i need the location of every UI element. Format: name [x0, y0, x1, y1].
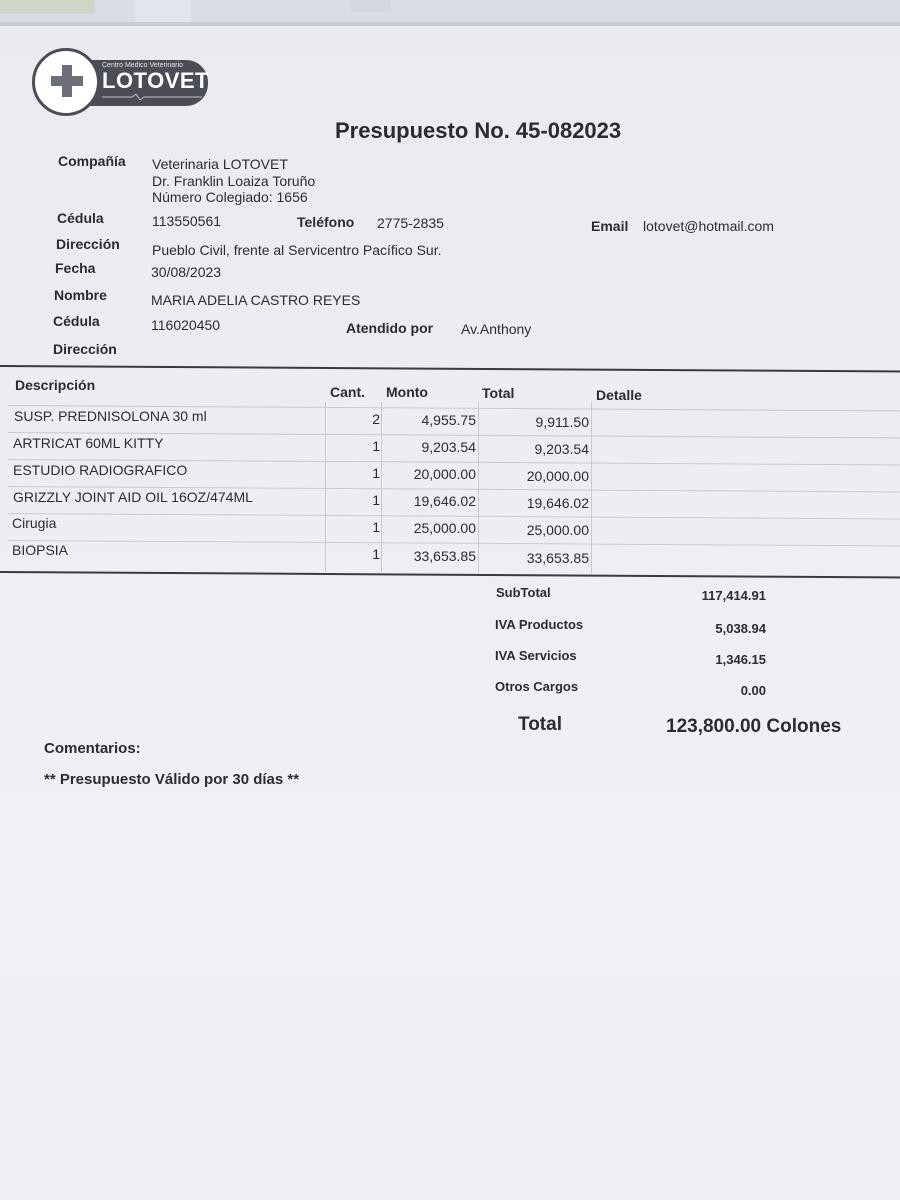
table-row-5-monto: 25,000.00 — [413, 520, 476, 536]
table-row-5-cant: 1 — [372, 519, 380, 535]
table-row-5-total: 25,000.00 — [526, 522, 589, 538]
comments-text: ** Presupuesto Válido por 30 días ** — [44, 771, 300, 788]
direccion-label: Dirección — [56, 236, 120, 252]
company-line-2: Dr. Franklin Loaiza Toruño — [152, 173, 316, 189]
iva-productos-value: 5,038.94 — [715, 621, 766, 636]
email-label: Email — [591, 218, 629, 234]
fecha-value: 30/08/2023 — [151, 264, 222, 280]
grid-hline — [8, 513, 900, 519]
subtotal-value: 117,414.91 — [701, 588, 766, 603]
table-row-1-monto: 4,955.75 — [421, 412, 476, 428]
paper-edge — [0, 22, 900, 26]
lotovet-logo — [32, 48, 208, 114]
atendido-value: Av.Anthony — [461, 321, 532, 337]
table-row-4-total: 19,646.02 — [526, 495, 589, 511]
telefono-label: Teléfono — [297, 214, 355, 230]
company-line-3: Número Colegiado: 1656 — [152, 189, 308, 205]
table-row-6-desc: BIOPSIA — [12, 542, 69, 558]
otros-cargos-label: Otros Cargos — [495, 679, 579, 694]
comments-label: Comentarios: — [44, 740, 141, 757]
table-row-5-desc: Cirugia — [12, 515, 57, 531]
table-row-4-desc: GRIZZLY JOINT AID OIL 16OZ/474ML — [13, 489, 253, 505]
table-row-3-desc: ESTUDIO RADIOGRAFICO — [13, 462, 188, 478]
nombre-label: Nombre — [54, 287, 107, 303]
table-row-1-total: 9,911.50 — [535, 414, 589, 430]
email-value: lotovet@hotmail.com — [643, 218, 774, 234]
grid-vline — [381, 402, 382, 572]
table-row-6-cant: 1 — [372, 546, 380, 562]
grid-vline — [591, 402, 592, 574]
iva-productos-label: IVA Productos — [495, 617, 584, 632]
table-row-2-total: 9,203.54 — [534, 441, 589, 457]
atendido-label: Atendido por — [346, 320, 434, 336]
table-row-6-monto: 33,653.85 — [413, 548, 476, 564]
company-label: Compañía — [58, 153, 126, 169]
table-row-3-total: 20,000.00 — [526, 468, 589, 484]
col-cant: Cant. — [330, 384, 365, 400]
document-title: Presupuesto No. 45-082023 — [335, 118, 622, 143]
table-row-2-desc: ARTRICAT 60ML KITTY — [13, 435, 164, 451]
table-row-4-cant: 1 — [372, 492, 380, 508]
table-top-rule — [0, 365, 900, 372]
table-row-4-monto: 19,646.02 — [413, 493, 476, 509]
medical-cross-icon — [51, 65, 83, 97]
cedula-value: 113550561 — [152, 213, 222, 229]
table-row-2-cant: 1 — [372, 438, 380, 454]
company-line-1: Veterinaria LOTOVET — [152, 156, 288, 172]
col-total: Total — [482, 385, 515, 401]
logo-subtitle: Centro Medico Veterinario — [102, 62, 183, 69]
col-detalle: Detalle — [596, 387, 642, 403]
grid-hline — [8, 540, 900, 546]
table-row-3-cant: 1 — [372, 465, 380, 481]
table-bottom-rule — [0, 571, 900, 578]
subtotal-label: SubTotal — [496, 585, 551, 600]
direccion-value: Pueblo Civil, frente al Servicentro Pacífico Sur. — [152, 242, 442, 258]
table-row-1-desc: SUSP. PREDNISOLONA 30 ml — [14, 408, 207, 424]
cedula-cliente-label: Cédula — [53, 313, 100, 329]
cedula-cliente-value: 116020450 — [151, 317, 221, 333]
nombre-value: MARIA ADELIA CASTRO REYES — [151, 292, 361, 308]
telefono-value: 2775-2835 — [377, 215, 444, 231]
table-row-3-monto: 20,000.00 — [413, 466, 476, 482]
iva-servicios-label: IVA Servicios — [495, 648, 577, 663]
table-row-6-total: 33,653.85 — [526, 550, 589, 566]
table-row-1-cant: 2 — [372, 411, 380, 427]
grand-total-value: 123,800.00 Colones — [666, 716, 842, 737]
direccion-cliente-label: Dirección — [53, 341, 117, 357]
logo-name: LOTOVET — [102, 68, 209, 93]
iva-servicios-value: 1,346.15 — [715, 652, 766, 667]
otros-cargos-value: 0.00 — [740, 683, 766, 698]
col-monto: Monto — [386, 384, 428, 400]
grid-vline — [478, 402, 479, 572]
grand-total-label: Total — [518, 714, 562, 735]
cedula-label: Cédula — [57, 210, 104, 226]
col-descripcion: Descripción — [15, 377, 96, 393]
heartbeat-icon — [102, 94, 202, 100]
fecha-label: Fecha — [55, 260, 96, 276]
table-row-2-monto: 9,203.54 — [421, 439, 476, 455]
